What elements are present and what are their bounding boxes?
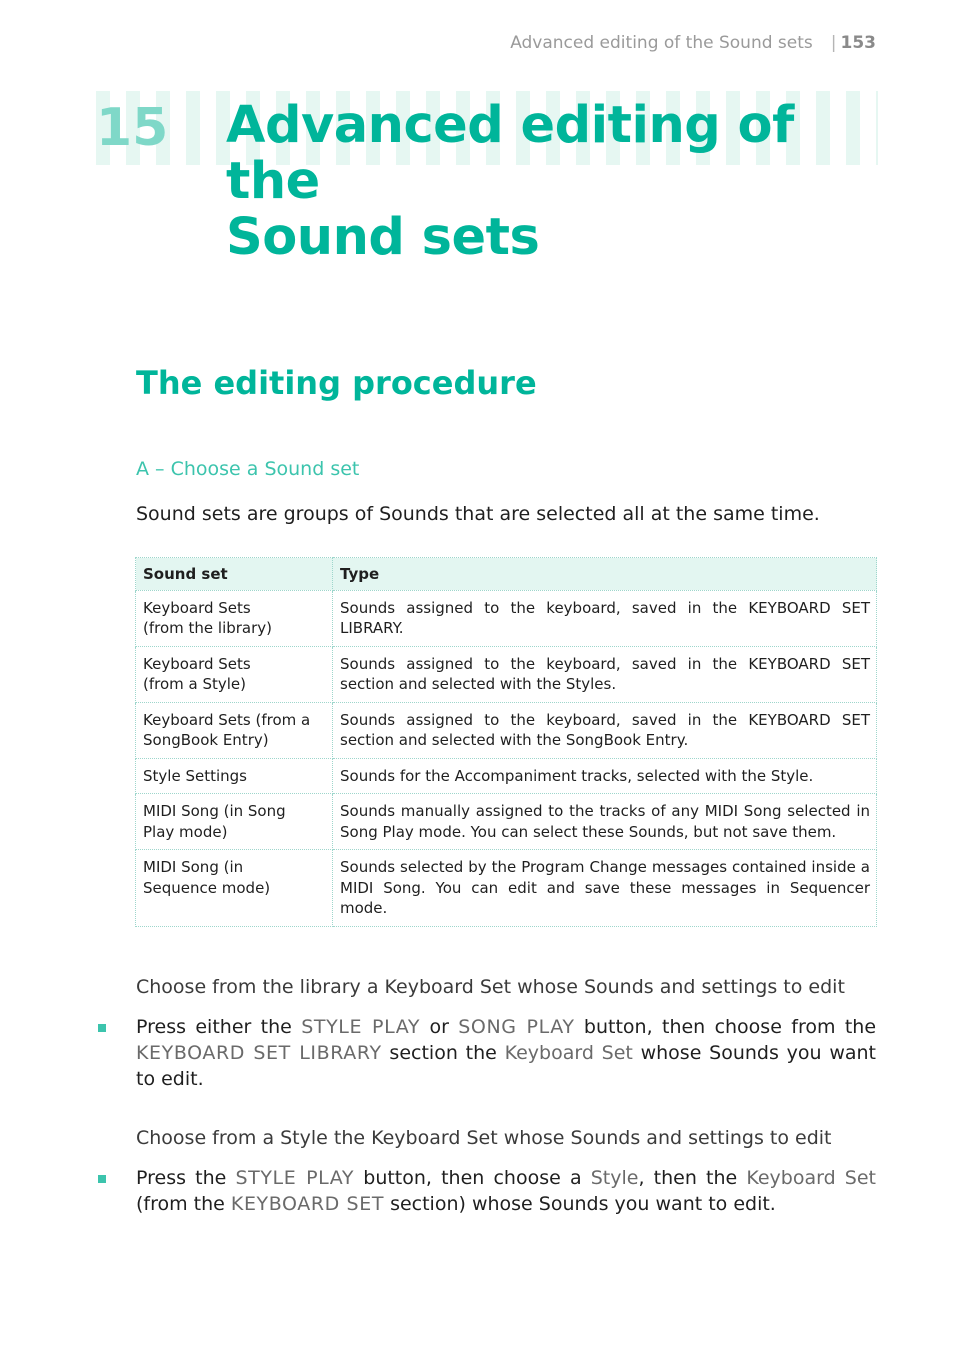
type-cell: Sounds assigned to the keyboard, saved in the KEYBOARD SET section and selected with the SongBook Entry. [333, 702, 877, 758]
chapter-title-line-2: Sound sets [226, 208, 540, 267]
sound-set-line-1: Style Settings [143, 766, 247, 785]
subsection-title: A – Choose a Sound set [136, 458, 360, 480]
table-row [136, 758, 877, 794]
sound-set-line-1: MIDI Song (in Song [143, 802, 286, 820]
text-run: button, then choose from the [574, 1016, 877, 1038]
sound-set-line-2: Play mode) [143, 822, 228, 841]
column-header-type: Type [333, 558, 877, 591]
sound-set-table [135, 557, 877, 927]
running-title: Advanced editing of the Sound sets [510, 33, 813, 53]
sound-set-line-1: MIDI Song (in [143, 858, 244, 876]
text-run: Press the [136, 1167, 236, 1189]
text-run: or [420, 1016, 459, 1038]
ui-label-keyboard-set: Keyboard Set [504, 1042, 633, 1064]
ui-button-song-play: SONG PLAY [458, 1016, 575, 1038]
header-separator: | [830, 33, 837, 53]
column-header-sound-set: Sound set [136, 558, 333, 591]
chapter-title-line-1: Advanced editing of the [226, 96, 794, 211]
intro-paragraph: Sound sets are groups of Sounds that are selected all at the same time. [136, 503, 820, 525]
sound-set-line-2: SongBook Entry) [143, 731, 269, 749]
ui-button-style-play: STYLE PLAY [301, 1016, 421, 1038]
table-row [136, 850, 877, 927]
step-1-heading: Choose from the library a Keyboard Set whose Sounds and settings to edit [136, 976, 845, 998]
text-run: (from the [136, 1193, 231, 1215]
type-cell: Sounds assigned to the keyboard, saved in the KEYBOARD SET LIBRARY. [333, 590, 877, 646]
step-1-instruction [136, 1014, 876, 1092]
text-run: button, then choose a [354, 1167, 591, 1189]
text-run: , then the [638, 1167, 747, 1189]
step-2-instruction [136, 1165, 876, 1217]
ui-section-keyboard-set: KEYBOARD SET [230, 1193, 385, 1215]
ui-section-keyboard-set-library: KEYBOARD SET LIBRARY [136, 1042, 382, 1064]
sound-set-cell [136, 794, 333, 850]
table-row [136, 702, 877, 758]
table-header-row [136, 558, 877, 591]
type-cell: Sounds assigned to the keyboard, saved in the KEYBOARD SET section and selected with the Styles. [333, 646, 877, 702]
sound-set-line-2: (from the library) [143, 619, 273, 637]
text-run: Press either the [136, 1016, 302, 1038]
sound-set-cell [136, 590, 333, 646]
sound-set-line-1: Keyboard Sets [143, 598, 251, 617]
sound-set-line-1: Keyboard Sets (from a [143, 710, 311, 729]
sound-set-cell [136, 850, 333, 927]
text-run: section the [381, 1042, 505, 1064]
table-row [136, 646, 877, 702]
ui-button-style-play: STYLE PLAY [235, 1167, 355, 1189]
sound-set-line-2: (from a Style) [143, 675, 247, 693]
ui-label-style: Style [590, 1167, 639, 1189]
sound-set-cell [136, 646, 333, 702]
type-cell: Sounds manually assigned to the tracks of any MIDI Song selected in Song Play mode. You can select these Sounds, but not save them. [333, 794, 877, 850]
table-row [136, 794, 877, 850]
text-run: whose Sounds you want to edit. [136, 1042, 876, 1090]
text-run: section) whose Sounds you want to edit. [384, 1193, 776, 1215]
bullet-square-icon [98, 1024, 106, 1032]
page-number: 153 [840, 33, 876, 53]
section-title: The editing procedure [136, 364, 537, 402]
bullet-square-icon [98, 1175, 106, 1183]
sound-set-cell [136, 702, 333, 758]
step-2-heading: Choose from a Style the Keyboard Set whose Sounds and settings to edit [136, 1127, 832, 1149]
chapter-number: 15 [96, 98, 169, 158]
running-header [510, 33, 876, 53]
sound-set-line-1: Keyboard Sets [143, 654, 251, 673]
table-row [136, 590, 877, 646]
sound-set-line-2: Sequence mode) [143, 878, 271, 897]
type-cell: Sounds selected by the Program Change messages contained inside a MIDI Song. You can edit and save these messages in Sequencer mode. [333, 850, 877, 927]
sound-set-cell [136, 758, 333, 794]
chapter-title [226, 98, 886, 266]
ui-label-keyboard-set: Keyboard Set [746, 1167, 877, 1189]
type-cell: Sounds for the Accompaniment tracks, selected with the Style. [333, 758, 877, 794]
